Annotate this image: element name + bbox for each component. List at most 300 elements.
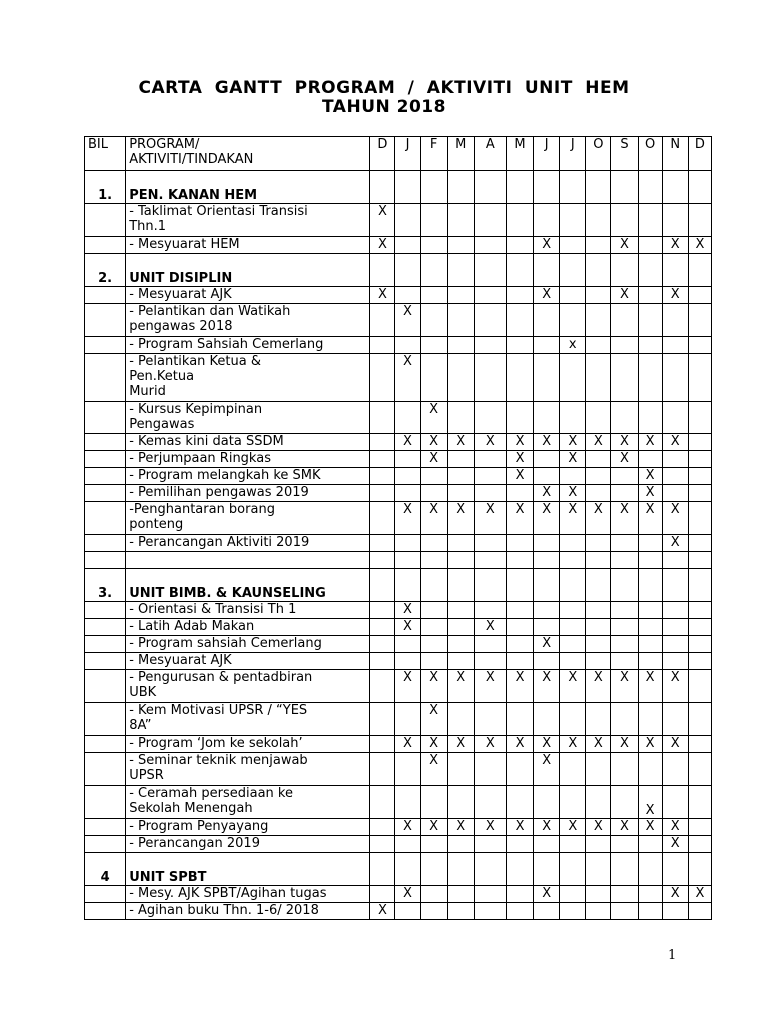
month-cell [560,287,586,304]
bil-cell [85,753,126,786]
month-cell [534,853,560,886]
month-cell [586,337,611,354]
schedule-mark: X [611,434,638,451]
month-cell [638,619,662,636]
activity-label: - Program Sahsiah Cemerlang [126,337,370,354]
activity-label: - Program ‘Jom ke sekolah’ [126,736,370,753]
activity-label: - Mesyuarat HEM [126,237,370,254]
bil-cell [85,653,126,670]
month-cell [420,468,447,485]
month-cell [560,703,586,736]
activity-row [85,451,712,468]
month-cell [474,204,506,237]
month-cell [474,653,506,670]
month-cell [534,402,560,434]
schedule-mark: X [534,237,560,254]
header-month: D [688,137,711,171]
month-cell [688,853,711,886]
month-cell [370,786,395,819]
month-cell [638,254,662,287]
activity-label: - Pelantikan Ketua & Pen.Ketua Murid [126,354,370,402]
activity-label: - Program Penyayang [126,819,370,836]
month-cell [506,337,533,354]
month-cell [506,836,533,853]
schedule-mark: X [638,786,662,819]
month-cell [447,552,474,569]
schedule-mark: X [534,636,560,653]
month-cell [688,337,711,354]
month-cell [688,468,711,485]
schedule-mark: X [638,736,662,753]
month-cell [420,237,447,254]
month-cell [420,619,447,636]
schedule-mark: X [662,886,688,903]
month-cell [662,853,688,886]
month-cell [688,903,711,920]
activity-label: - Agihan buku Thn. 1-6/ 2018 [126,903,370,920]
month-cell [506,485,533,502]
month-cell [662,254,688,287]
month-cell [586,354,611,402]
month-cell [638,836,662,853]
month-cell [370,703,395,736]
month-cell [611,402,638,434]
schedule-mark: X [506,468,533,485]
month-cell [662,485,688,502]
schedule-mark: X [420,753,447,786]
activity-row [85,502,712,535]
month-cell [611,254,638,287]
month-cell [370,670,395,703]
month-cell [420,304,447,337]
schedule-mark: X [586,670,611,703]
schedule-mark: X [638,468,662,485]
month-cell [586,451,611,468]
month-cell [395,853,420,886]
activity-label: - Mesy. AJK SPBT/Agihan tugas [126,886,370,903]
month-cell [638,853,662,886]
month-cell [611,786,638,819]
section-title: UNIT SPBT [126,853,370,886]
header-month: J [534,137,560,171]
month-cell [611,552,638,569]
document-subtitle: TAHUN 2018 [322,97,446,117]
month-cell [370,171,395,204]
month-cell [586,304,611,337]
month-cell [474,237,506,254]
month-cell [688,287,711,304]
month-cell [662,451,688,468]
month-cell [560,786,586,819]
month-cell [395,237,420,254]
bil-cell [85,402,126,434]
month-cell [534,204,560,237]
program-cell [126,552,370,569]
month-cell [474,535,506,552]
activity-row [85,287,712,304]
month-cell [638,753,662,786]
schedule-mark: X [474,502,506,535]
month-cell [447,836,474,853]
month-cell [560,354,586,402]
month-cell [586,653,611,670]
activity-row [85,434,712,451]
month-cell [534,569,560,602]
month-cell [586,619,611,636]
document-title: CARTA GANTT PROGRAM / AKTIVITI UNIT HEM [138,78,630,98]
month-cell [662,636,688,653]
month-cell [370,254,395,287]
month-cell [586,903,611,920]
month-cell [662,552,688,569]
month-cell [370,819,395,836]
month-cell [447,451,474,468]
month-cell [688,619,711,636]
month-cell [560,886,586,903]
schedule-mark: X [662,502,688,535]
month-cell [506,903,533,920]
month-cell [395,753,420,786]
month-cell [420,853,447,886]
month-cell [560,836,586,853]
month-cell [638,402,662,434]
month-cell [534,836,560,853]
header-month: F [420,137,447,171]
schedule-mark: X [534,819,560,836]
month-cell [506,204,533,237]
month-cell [474,485,506,502]
activity-label: -Penghantaran borang ponteng [126,502,370,535]
bil-cell [85,903,126,920]
schedule-mark: X [560,819,586,836]
month-cell [370,535,395,552]
month-cell [474,402,506,434]
schedule-mark: X [420,451,447,468]
activity-label: - Pemilihan pengawas 2019 [126,485,370,502]
header-month: O [586,137,611,171]
month-cell [474,853,506,886]
schedule-mark: X [534,434,560,451]
bil-cell [85,451,126,468]
activity-label: - Ceramah persediaan ke Sekolah Menengah [126,786,370,819]
month-cell [420,254,447,287]
month-cell [688,636,711,653]
month-cell [370,502,395,535]
activity-row [85,485,712,502]
section-number: 3. [85,569,126,602]
month-cell [447,569,474,602]
month-cell [611,171,638,204]
month-cell [474,337,506,354]
activity-label: - Perjumpaan Ringkas [126,451,370,468]
month-cell [447,886,474,903]
header-month: J [395,137,420,171]
schedule-mark: X [534,670,560,703]
month-cell [420,786,447,819]
schedule-mark: X [611,819,638,836]
month-cell [688,703,711,736]
schedule-mark: X [662,434,688,451]
month-cell [662,703,688,736]
month-cell [447,171,474,204]
month-cell [474,254,506,287]
schedule-mark: X [586,819,611,836]
month-cell [560,903,586,920]
month-cell [506,703,533,736]
activity-row [85,736,712,753]
month-cell [370,836,395,853]
schedule-mark: X [420,434,447,451]
month-cell [420,569,447,602]
month-cell [638,287,662,304]
month-cell [586,535,611,552]
activity-row [85,653,712,670]
schedule-mark: X [560,736,586,753]
month-cell [638,304,662,337]
month-cell [447,853,474,886]
month-cell [638,552,662,569]
month-cell [688,354,711,402]
month-cell [688,171,711,204]
month-cell [638,886,662,903]
month-cell [395,636,420,653]
month-cell [688,502,711,535]
activity-label: - Kem Motivasi UPSR / “YES 8A” [126,703,370,736]
header-month: A [474,137,506,171]
month-cell [506,619,533,636]
schedule-mark: X [420,502,447,535]
month-cell [447,903,474,920]
month-cell [638,703,662,736]
month-cell [474,602,506,619]
month-cell [662,304,688,337]
month-cell [395,204,420,237]
month-cell [447,204,474,237]
bil-cell [85,485,126,502]
month-cell [370,304,395,337]
month-cell [474,304,506,337]
schedule-mark: X [662,736,688,753]
month-cell [586,485,611,502]
month-cell [611,836,638,853]
month-cell [506,602,533,619]
month-cell [688,569,711,602]
header-month: N [662,137,688,171]
month-cell [638,204,662,237]
month-cell [611,853,638,886]
month-cell [395,786,420,819]
bil-cell [85,237,126,254]
month-cell [534,703,560,736]
month-cell [447,786,474,819]
month-cell [370,602,395,619]
month-cell [370,451,395,468]
schedule-mark: X [506,819,533,836]
month-cell [662,468,688,485]
month-cell [662,204,688,237]
schedule-mark: x [560,337,586,354]
month-cell [688,204,711,237]
month-cell [688,451,711,468]
month-cell [586,171,611,204]
schedule-mark: X [395,886,420,903]
month-cell [370,552,395,569]
month-cell [506,237,533,254]
schedule-mark: X [370,204,395,237]
month-cell [506,535,533,552]
section-number: 1. [85,171,126,204]
month-cell [638,451,662,468]
schedule-mark: X [474,619,506,636]
schedule-mark: X [560,670,586,703]
section-number: 2. [85,254,126,287]
month-cell [506,569,533,602]
bil-cell [85,304,126,337]
schedule-mark: X [395,670,420,703]
month-cell [611,653,638,670]
bil-cell [85,703,126,736]
activity-row [85,836,712,853]
month-cell [370,886,395,903]
month-cell [420,602,447,619]
month-cell [560,636,586,653]
month-cell [395,485,420,502]
schedule-mark: X [474,819,506,836]
month-cell [506,171,533,204]
schedule-mark: X [688,237,711,254]
month-cell [370,736,395,753]
month-cell [395,254,420,287]
month-cell [688,602,711,619]
month-cell [420,354,447,402]
schedule-mark: X [638,819,662,836]
month-cell [447,304,474,337]
month-cell [420,636,447,653]
schedule-mark: X [534,485,560,502]
schedule-mark: X [662,670,688,703]
month-cell [662,337,688,354]
activity-row [85,237,712,254]
month-cell [474,886,506,903]
activity-row [85,468,712,485]
bil-cell [85,287,126,304]
schedule-mark: X [534,886,560,903]
activity-row [85,304,712,337]
schedule-mark: X [586,434,611,451]
month-cell [611,337,638,354]
month-cell [534,653,560,670]
activity-row [85,602,712,619]
month-cell [506,254,533,287]
month-cell [420,535,447,552]
activity-label: - Latih Adab Makan [126,619,370,636]
month-cell [688,304,711,337]
bil-cell [85,786,126,819]
schedule-mark: X [560,434,586,451]
activity-label: - Program sahsiah Cemerlang [126,636,370,653]
month-cell [611,753,638,786]
schedule-mark: X [534,287,560,304]
month-cell [560,468,586,485]
month-cell [420,204,447,237]
month-cell [506,753,533,786]
month-cell [688,736,711,753]
month-cell [560,254,586,287]
schedule-mark: X [638,434,662,451]
bil-cell [85,535,126,552]
schedule-mark: X [506,736,533,753]
month-cell [662,903,688,920]
month-cell [506,636,533,653]
schedule-mark: X [662,836,688,853]
month-cell [395,653,420,670]
month-cell [534,619,560,636]
month-cell [420,171,447,204]
schedule-mark: X [638,485,662,502]
month-cell [688,836,711,853]
month-cell [611,485,638,502]
month-cell [420,287,447,304]
schedule-mark: X [662,237,688,254]
bil-cell [85,502,126,535]
schedule-mark: X [447,434,474,451]
section-title: UNIT DISIPLIN [126,254,370,287]
month-cell [638,237,662,254]
month-cell [447,636,474,653]
month-cell [395,569,420,602]
month-cell [560,569,586,602]
schedule-mark: X [506,670,533,703]
schedule-mark: X [420,736,447,753]
schedule-mark: X [638,670,662,703]
activity-label: - Taklimat Orientasi Transisi Thn.1 [126,204,370,237]
month-cell [534,602,560,619]
schedule-mark: X [395,304,420,337]
schedule-mark: X [420,703,447,736]
month-cell [611,468,638,485]
schedule-mark: X [534,502,560,535]
bil-cell [85,434,126,451]
bil-cell [85,552,126,569]
schedule-mark: X [420,670,447,703]
month-cell [506,354,533,402]
month-cell [534,552,560,569]
month-cell [474,836,506,853]
activity-row [85,753,712,786]
month-cell [474,287,506,304]
month-cell [611,886,638,903]
month-cell [534,304,560,337]
month-cell [395,171,420,204]
month-cell [586,552,611,569]
month-cell [662,354,688,402]
month-cell [611,903,638,920]
activity-label: - Perancangan 2019 [126,836,370,853]
month-cell [370,337,395,354]
activity-row [85,786,712,819]
schedule-mark: X [395,736,420,753]
month-cell [638,653,662,670]
month-cell [474,569,506,602]
bil-cell [85,886,126,903]
schedule-mark: X [586,502,611,535]
month-cell [395,402,420,434]
schedule-mark: X [395,602,420,619]
schedule-mark: X [611,502,638,535]
bil-cell [85,819,126,836]
schedule-mark: X [370,237,395,254]
activity-row [85,670,712,703]
